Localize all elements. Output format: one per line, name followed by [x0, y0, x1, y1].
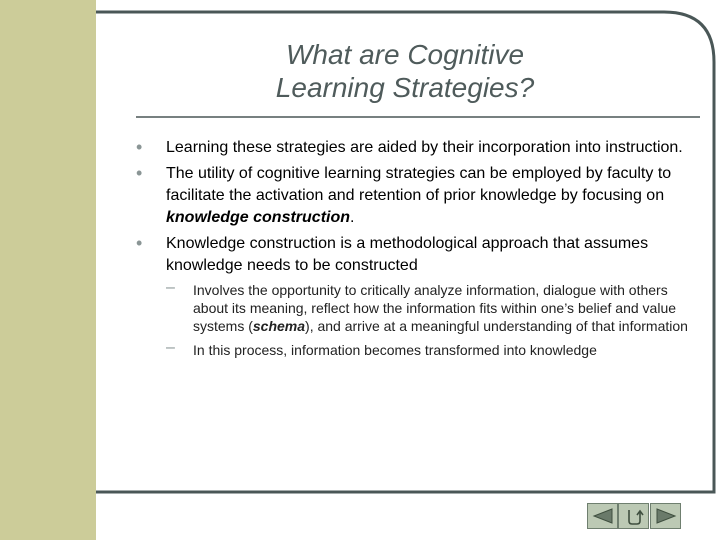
bullet-dot-icon: •: [136, 233, 143, 253]
title-line-1: What are Cognitive: [285, 39, 525, 70]
bullet-text: The utility of cognitive learning strategies can be employed by faculty to facilitate the activation and retention of prior knowledge by focusing on: [166, 165, 672, 204]
bullet-item: [136, 137, 696, 159]
bullet-text: Learning these strategies are aided by their incorporation into instruction.: [166, 139, 683, 156]
triangle-left-icon: [592, 507, 614, 525]
dash-icon: –: [166, 339, 175, 356]
sub-bullet-item: [136, 281, 696, 335]
title-line-2: Learning Strategies?: [275, 72, 535, 103]
sub-bullet-text: In this process, information becomes transformed into knowledge: [193, 342, 597, 358]
triangle-right-icon: [655, 507, 677, 525]
bullet-text: Knowledge construction is a methodological approach that assumes knowledge needs to be constructed: [166, 235, 649, 274]
sub-bullet-text: Involves the opportunity to critically analyze information, dialogue with others about its meaning, reflect how the information fits within one’s belief and value systems (: [193, 282, 677, 334]
bullet-item: [136, 163, 696, 229]
bullet-list: [136, 137, 696, 365]
bullet-emphasis: knowledge construction: [166, 209, 351, 226]
return-button[interactable]: [618, 503, 649, 529]
prev-slide-button[interactable]: [587, 503, 618, 529]
bullet-item: [136, 233, 696, 277]
bullet-dot-icon: •: [136, 163, 143, 183]
slide-title: [150, 38, 660, 104]
bullet-text-end: .: [350, 209, 355, 226]
bullet-dot-icon: •: [136, 137, 143, 157]
dash-icon: –: [166, 279, 175, 296]
sub-bullet-text-end: ), and arrive at a meaningful understanding of that information: [305, 318, 688, 334]
sub-bullet-item: [136, 341, 696, 359]
return-arrow-icon: [623, 506, 645, 526]
sub-bullet-emphasis: schema: [252, 318, 306, 334]
next-slide-button[interactable]: [650, 503, 681, 529]
